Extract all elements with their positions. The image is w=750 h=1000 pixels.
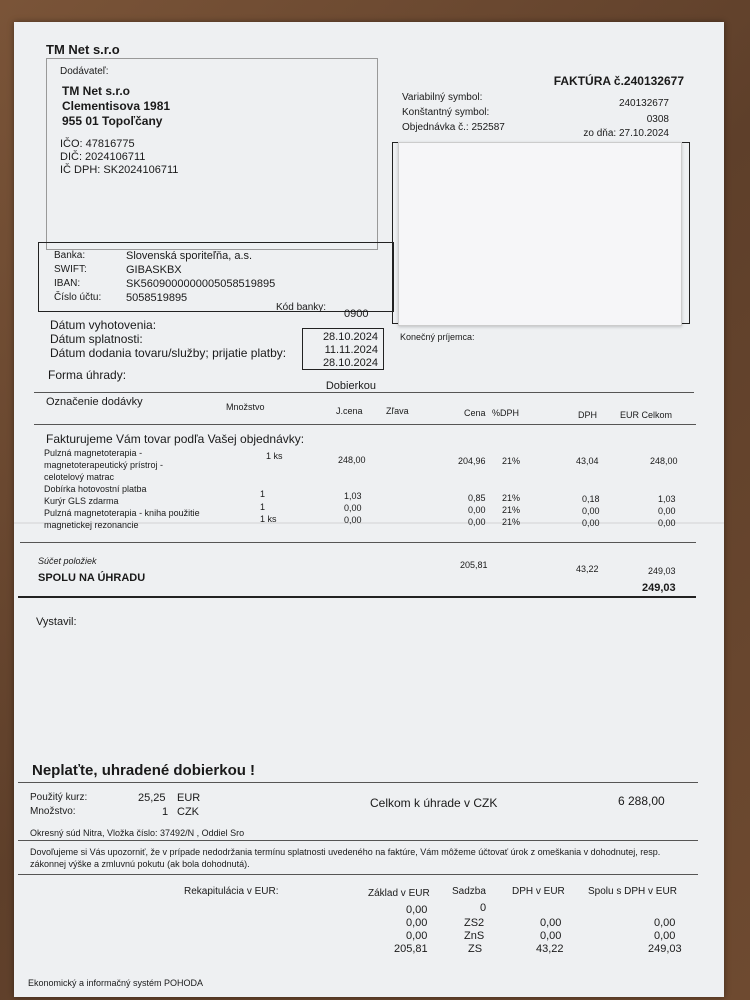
item-total: 0,00 — [658, 518, 676, 528]
item-unit-price: 248,00 — [338, 455, 366, 465]
payment-form-label: Forma úhrady: — [48, 368, 127, 382]
col-price: Cena — [464, 408, 486, 418]
recap-vat: 0,00 — [540, 917, 562, 929]
item-vat-pct: 21% — [502, 493, 521, 503]
bank-label: Banka: — [54, 250, 86, 261]
supplier-dic: DIČ: 2024106711 — [60, 151, 146, 163]
item-price: 0,85 — [468, 493, 486, 503]
iban-label: IBAN: — [54, 278, 81, 289]
supplier-ico: IČO: 47816775 — [60, 138, 135, 150]
item-vat-pct: 21% — [502, 456, 521, 466]
recipient-label: Konečný príjemca: — [400, 332, 475, 342]
constant-symbol-label: Konštantný symbol: — [402, 107, 490, 118]
recap-title: Rekapitulácia v EUR: — [184, 886, 279, 897]
redacted-customer-address — [398, 142, 682, 326]
sum-label: Súčet položiek — [38, 556, 97, 566]
col-designation: Označenie dodávky — [46, 396, 143, 408]
fx-qty-value: 1 — [162, 806, 169, 818]
paid-notice: Neplaťte, uhradené dobierkou ! — [32, 762, 256, 779]
delivery-date-value: 28.10.2024 — [322, 357, 378, 369]
fx-qty-currency: CZK — [177, 806, 199, 818]
due-date-value-2: 11.11.2024 — [324, 344, 378, 356]
issued-by-label: Vystavil: — [36, 616, 77, 628]
item-row-cont — [14, 460, 724, 472]
recap-h-rate: Sadzba — [452, 886, 486, 897]
item-vat-pct: 21% — [502, 505, 521, 515]
item-qty: 1 ks — [260, 514, 277, 524]
item-price: 204,96 — [458, 456, 486, 466]
item-name-line2: magnetickej rezonancie — [44, 520, 139, 530]
item-row-cont — [14, 472, 724, 484]
recap-total: 249,03 — [648, 943, 682, 955]
legal-notice: Dovoľujeme si Vás upozorniť, že v prípade nedodržania termínu splatnosti uvedeného na faktúre, Vám môžeme účtovať úrok z omeškania v dohodnutej, resp. zákonnej výške a zmluvnú pokutu (ak bola dohodnutá). — [30, 847, 661, 869]
item-name-line2: magnetoterapeutický prístroj - — [44, 460, 164, 470]
account-value: 5058519895 — [126, 292, 188, 304]
bank-code-label: Kód banky: — [276, 302, 327, 313]
supplier-name: TM Net s.r.o — [62, 84, 131, 98]
col-unit-price: J.cena — [336, 406, 363, 416]
top-company-name: TM Net s.r.o — [46, 42, 120, 57]
invoice-paper — [14, 22, 724, 997]
item-vat: 43,04 — [576, 456, 599, 466]
order-number: Objednávka č.: 252587 — [402, 122, 505, 133]
sum-price: 205,81 — [460, 560, 488, 570]
recap-row — [14, 904, 724, 916]
swift-value: GIBASKBX — [126, 264, 182, 276]
payment-form-value: Dobierkou — [325, 380, 376, 392]
fx-rate-value: 25,25 — [138, 792, 166, 804]
bank-code-value: 0900 — [344, 308, 369, 320]
pay-total-value: 249,03 — [642, 582, 676, 594]
item-name: Dobírka hotovostní platba — [44, 484, 147, 494]
recap-row — [14, 930, 724, 942]
delivery-date-label: Dátum dodania tovaru/služby; prijatie platby: — [50, 346, 287, 360]
header-top-rule — [34, 392, 694, 393]
fx-rate-currency: EUR — [177, 792, 201, 804]
invoice-title: FAKTÚRA č.240132677 — [553, 74, 684, 88]
due-date-label: Dátum splatnosti: — [50, 332, 143, 346]
recap-rate: ZS — [468, 943, 483, 955]
order-date: zo dňa: 27.10.2024 — [583, 128, 669, 139]
fx-rate-label: Použitý kurz: — [30, 792, 88, 803]
col-discount: Zľava — [386, 406, 409, 416]
footer-system: Ekonomický a informačný systém POHODA — [28, 978, 204, 988]
sum-vat: 43,22 — [576, 564, 599, 574]
item-total: 1,03 — [658, 494, 676, 504]
recap-rate: ZS2 — [464, 917, 485, 929]
item-vat: 0,00 — [582, 518, 600, 528]
recap-h-total: Spolu s DPH v EUR — [588, 886, 677, 897]
recap-vat: 0,00 — [540, 930, 562, 942]
variable-symbol-value: 240132677 — [618, 98, 669, 109]
czk-total-label: Celkom k úhrade v CZK — [370, 796, 498, 810]
item-name: Pulzná magnetoterapia - kniha použitie — [44, 508, 200, 518]
supplier-label: Dodávateľ: — [60, 66, 109, 77]
account-label: Číslo účtu: — [54, 292, 102, 303]
col-total: EUR Celkom — [620, 410, 673, 420]
notice-rule — [18, 782, 698, 783]
item-name-line3: celotelový matrac — [44, 472, 115, 482]
item-qty: 1 — [260, 489, 266, 499]
item-vat: 0,00 — [582, 506, 600, 516]
created-date-label: Dátum vyhotovenia: — [50, 318, 157, 332]
recap-base: 205,81 — [394, 943, 428, 955]
recap-table — [14, 902, 724, 962]
item-row-cont — [14, 520, 724, 532]
fx-qty-label: Množstvo: — [30, 806, 76, 817]
iban-value: SK5609000000005058519895 — [126, 278, 276, 290]
recap-h-base: Základ v EUR — [368, 888, 430, 899]
recap-rate: ZnS — [464, 930, 485, 942]
swift-label: SWIFT: — [54, 264, 87, 275]
sum-rule — [20, 542, 696, 543]
item-vat-pct: 21% — [502, 517, 521, 527]
item-unit-price: 0,00 — [344, 515, 362, 525]
col-vat-pct: %DPH — [492, 408, 520, 418]
recap-rate: 0 — [480, 902, 487, 914]
pay-total-label: SPOLU NA ÚHRADU — [38, 572, 146, 584]
item-price: 0,00 — [468, 517, 486, 527]
czk-total-value: 6 288,00 — [618, 794, 665, 808]
bank-name: Slovenská sporiteľňa, a.s. — [126, 250, 253, 262]
sum-total: 249,03 — [648, 566, 676, 576]
item-name: Kurýr GLS zdarma — [44, 496, 119, 506]
recap-rule — [18, 874, 698, 875]
item-price: 0,00 — [468, 505, 486, 515]
items-intro: Fakturujeme Vám tovar podľa Vašej objednávky: — [46, 432, 305, 446]
item-unit-price: 1,03 — [344, 491, 362, 501]
recap-total: 0,00 — [654, 930, 676, 942]
item-name: Pulzná magnetoterapia - — [44, 448, 143, 458]
legal-rule — [18, 840, 698, 841]
item-total: 0,00 — [658, 506, 676, 516]
due-date-value: 28.10.2024 — [322, 331, 378, 343]
item-total: 248,00 — [650, 456, 678, 466]
recap-total: 0,00 — [654, 917, 676, 929]
supplier-street: Clementisova 1981 — [62, 99, 171, 113]
col-vat: DPH — [578, 410, 598, 420]
recap-row — [14, 917, 724, 929]
recap-base: 0,00 — [406, 904, 428, 916]
supplier-icdph: IČ DPH: SK2024106711 — [60, 164, 179, 176]
recap-base: 0,00 — [406, 917, 428, 929]
pay-total-rule — [18, 596, 696, 598]
variable-symbol-label: Variabilný symbol: — [402, 92, 483, 103]
constant-symbol-value: 0308 — [646, 114, 669, 125]
court-registration: Okresný súd Nitra, Vložka číslo: 37492/N , Oddiel Sro — [30, 828, 245, 838]
item-vat: 0,18 — [582, 494, 600, 504]
item-unit-price: 0,00 — [344, 503, 362, 513]
item-qty: 1 — [260, 502, 266, 512]
col-qty: Množstvo — [226, 402, 265, 412]
supplier-city: 955 01 Topoľčany — [62, 114, 163, 128]
header-bottom-rule — [34, 424, 696, 425]
recap-row — [14, 943, 724, 955]
recap-base: 0,00 — [406, 930, 428, 942]
item-qty: 1 ks — [266, 451, 283, 461]
recap-h-vat: DPH v EUR — [512, 886, 565, 897]
recap-vat: 43,22 — [536, 943, 564, 955]
